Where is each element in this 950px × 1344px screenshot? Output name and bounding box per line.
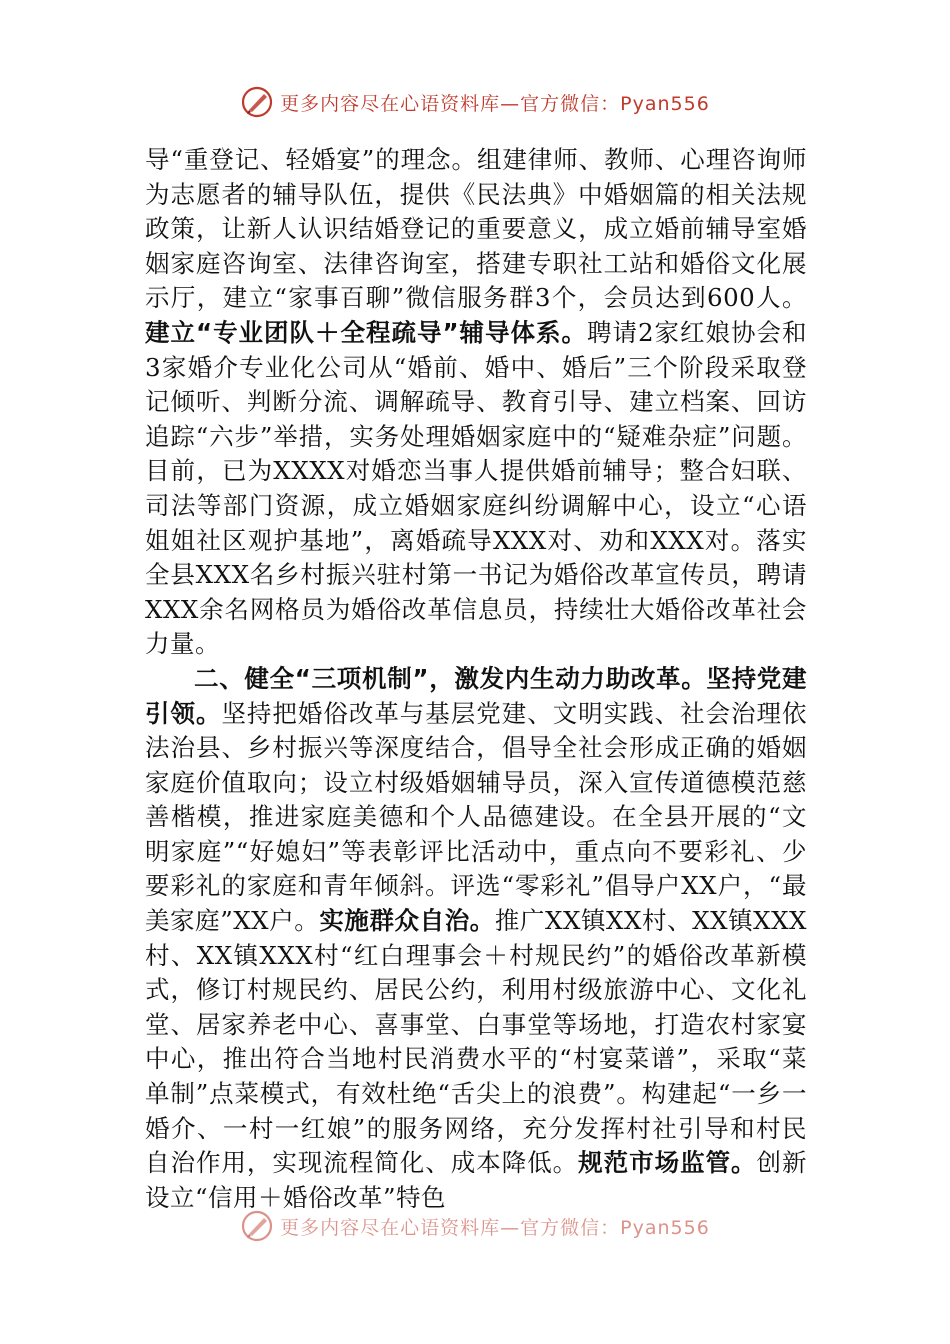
paragraph-2-text-1: 坚持把婚俗改革与基层党建、文明实践、社会治理依法治县、乡村振兴等深度结合，倡导全社会形成正确的婚姻家庭价值取向；设立村级婚姻辅导员，深入宣传道德模范慈善楷模，推进家庭美德和个人品德建设。在全县开展的“文明家庭”“好媳妇”等表彰评比活动中，重点向不要彩礼、少要彩礼的家庭和青年倾斜。评选“零彩礼”倡导户XX户，“最美家庭”XX户。 bbox=[145, 698, 808, 936]
paragraph-1-text-1: 导“重登记、轻婚宴”的理念。组建律师、教师、心理咨询师为志愿者的辅导队伍，提供《民法典》中婚姻篇的相关法规政策，让新人认识结婚登记的重要意义，成立婚前辅导室婚姻家庭咨询室、法律咨询室，搭建专职社工站和婚俗文化展示厅，建立“家事百聊”微信服务群3个，会员达到600人。 bbox=[145, 145, 807, 313]
paragraph-1 bbox=[145, 143, 807, 662]
section-heading-2: 二、健全“三项机制”，激发内生动力助改革。坚持党建引领。 bbox=[145, 663, 807, 728]
paragraph-1-text-2: 聘请2家红娘协会和3家婚介专业化公司从“婚前、婚中、婚后”三个阶段采取登记倾听、判断分流、调解疏导、教育引导、建立档案、回访追踪“六步”举措，实务处理婚姻家庭中的“疑难杂症”问题。目前，已为XXXX对婚恋当事人提供婚前辅导；整合妇联、司法等部门资源，成立婚姻家庭纠纷调解中心，设立“心语姐姐社区观护基地”，离婚疏导XXX对、劝和XXX对。落实全县XXX名乡村振兴驻村第一书记为婚俗改革宣传员，聘请XXX余名网格员为婚俗改革信息员，持续壮大婚俗改革社会力量。 bbox=[145, 317, 807, 659]
paragraph-2-text-3: 创新设立“信用＋婚俗改革”特色 bbox=[145, 1148, 808, 1212]
pen-circle-icon bbox=[240, 1209, 274, 1243]
document-body bbox=[145, 143, 807, 1215]
pen-circle-icon bbox=[240, 85, 274, 119]
footer-watermark bbox=[0, 1208, 950, 1244]
footer-watermark-text: 更多内容尽在心语资料库—官方微信：Pyan556 bbox=[280, 1216, 710, 1239]
paragraph-2-text-2: 推广XX镇XX村、XX镇XXX村、XX镇XXX村“红白理事会＋村规民约”的婚俗改革新模式，修订村规民约、居民公约，利用村级旅游中心、文化礼堂、居家养老中心、喜事堂、白事堂等场地，打造农村家宴中心，推出符合当地村民消费水平的“村宴菜谱”，采取“菜单制”点菜模式，有效杜绝“舌尖上的浪费”。构建起“一乡一婚介、一村一红娘”的服务网络，充分发挥村社引导和村民自治作用，实现流程简化、成本降低。 bbox=[145, 906, 807, 1178]
subheading-mass-autonomy: 实施群众自治。 bbox=[319, 906, 495, 936]
subheading-market-supervision: 规范市场监管。 bbox=[578, 1148, 757, 1178]
header-watermark bbox=[0, 84, 950, 120]
paragraph-1-bold-heading: 建立“专业团队＋全程疏导”辅导体系。 bbox=[145, 317, 587, 347]
header-watermark-text: 更多内容尽在心语资料库—官方微信：Pyan556 bbox=[280, 92, 710, 115]
paragraph-2 bbox=[145, 662, 807, 1216]
